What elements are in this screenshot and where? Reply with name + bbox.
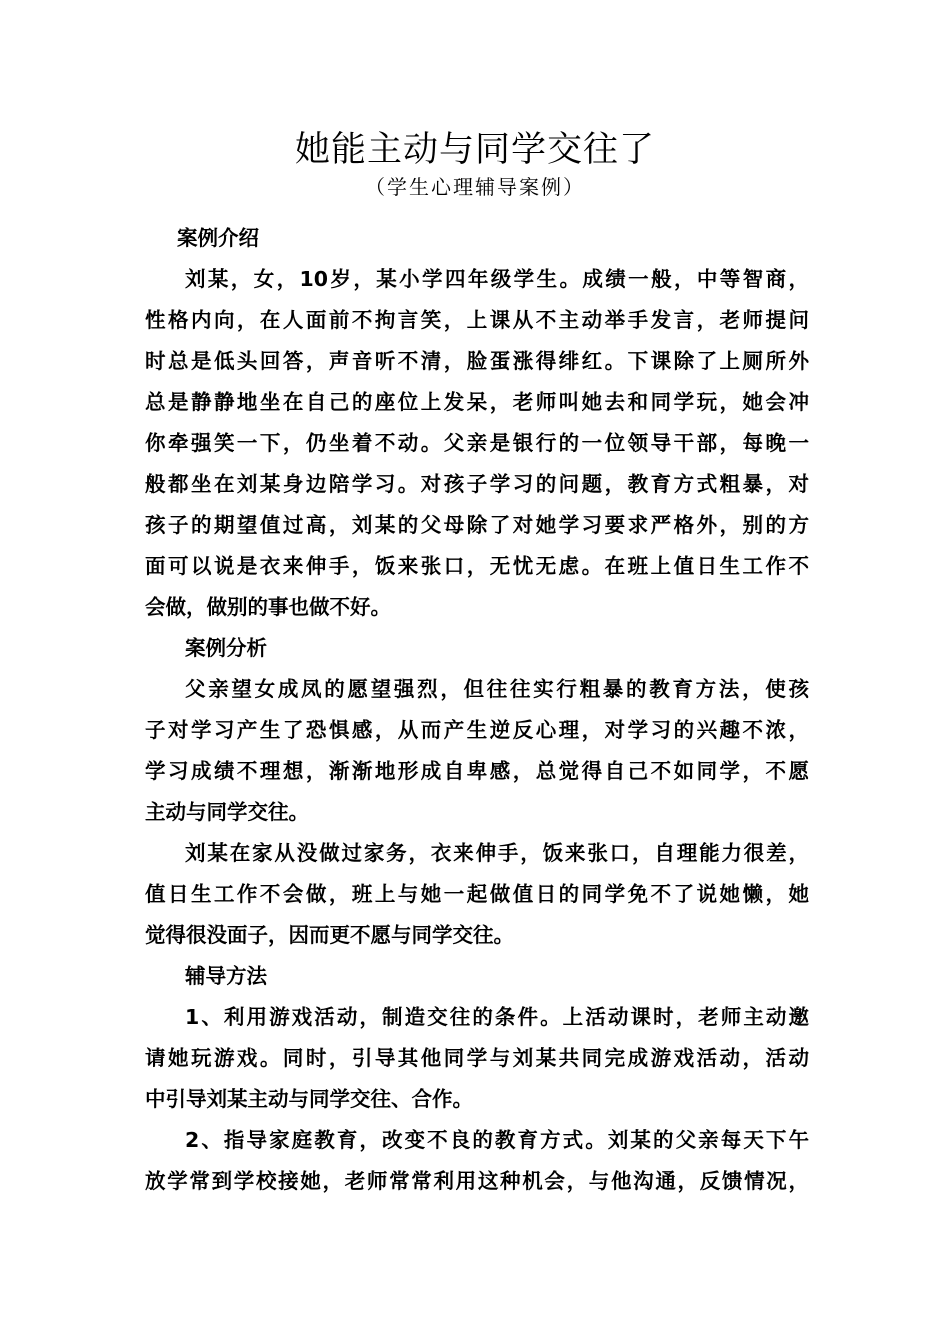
paragraph-line: 你牵强笑一下，仍坐着不动。父亲是银行的一位领导干部，每晚一 <box>145 431 809 455</box>
paragraph-line: 学习成绩不理想，渐渐地形成自卑感，总觉得自己不如同学，不愿 <box>145 759 809 783</box>
paragraph-line: 1、利用游戏活动，制造交往的条件。上活动课时，老师主动邀 <box>185 1005 809 1029</box>
paragraph-line: 主动与同学交往。 <box>145 800 309 824</box>
paragraph-line: 时总是低头回答，声音听不清，脸蛋涨得绯红。下课除了上厕所外 <box>145 349 809 373</box>
paragraph-line: 会做，做别的事也做不好。 <box>145 595 391 619</box>
paragraph-line: 子对学习产生了恐惧感，从而产生逆反心理，对学习的兴趣不浓， <box>145 718 809 742</box>
paragraph-line: 刘某在家从没做过家务，衣来伸手，饭来张口，自理能力很差， <box>185 841 809 865</box>
paragraph-line: 父亲望女成凤的愿望强烈，但往往实行粗暴的教育方法，使孩 <box>185 677 809 701</box>
paragraph-line: 中引导刘某主动与同学交往、合作。 <box>145 1087 473 1111</box>
section-heading-counseling-methods: 辅导方法 <box>185 964 267 988</box>
section-heading-case-analysis: 案例分析 <box>185 636 267 660</box>
paragraph-line: 值日生工作不会做，班上与她一起做值日的同学免不了说她懒，她 <box>145 882 809 906</box>
paragraph-line: 2、指导家庭教育，改变不良的教育方式。刘某的父亲每天下午 <box>185 1128 809 1152</box>
paragraph-line: 般都坐在刘某身边陪学习。对孩子学习的问题，教育方式粗暴，对 <box>145 472 809 496</box>
document-body <box>145 218 809 1202</box>
document-title: 她能主动与同学交往了 <box>294 130 655 170</box>
paragraph-line: 总是静静地坐在自己的座位上发呆，老师叫她去和同学玩，她会冲 <box>145 390 809 414</box>
section-heading-case-intro: 案例介绍 <box>177 226 259 250</box>
paragraph-line: 放学常到学校接她，老师常常利用这种机会，与他沟通，反馈情况， <box>145 1169 809 1193</box>
paragraph-line: 觉得很没面子，因而更不愿与同学交往。 <box>145 923 514 947</box>
paragraph-line: 性格内向，在人面前不拘言笑，上课从不主动举手发言，老师提问 <box>145 308 809 332</box>
paragraph-line: 孩子的期望值过高，刘某的父母除了对她学习要求严格外，别的方 <box>145 513 809 537</box>
paragraph-line: 请她玩游戏。同时，引导其他同学与刘某共同完成游戏活动，活动 <box>145 1046 809 1070</box>
paragraph-line: 面可以说是衣来伸手，饭来张口，无忧无虑。在班上值日生工作不 <box>145 554 809 578</box>
paragraph-line: 刘某，女，10岁，某小学四年级学生。成绩一般，中等智商， <box>185 267 809 291</box>
document-subtitle: （学生心理辅导案例） <box>365 175 585 199</box>
